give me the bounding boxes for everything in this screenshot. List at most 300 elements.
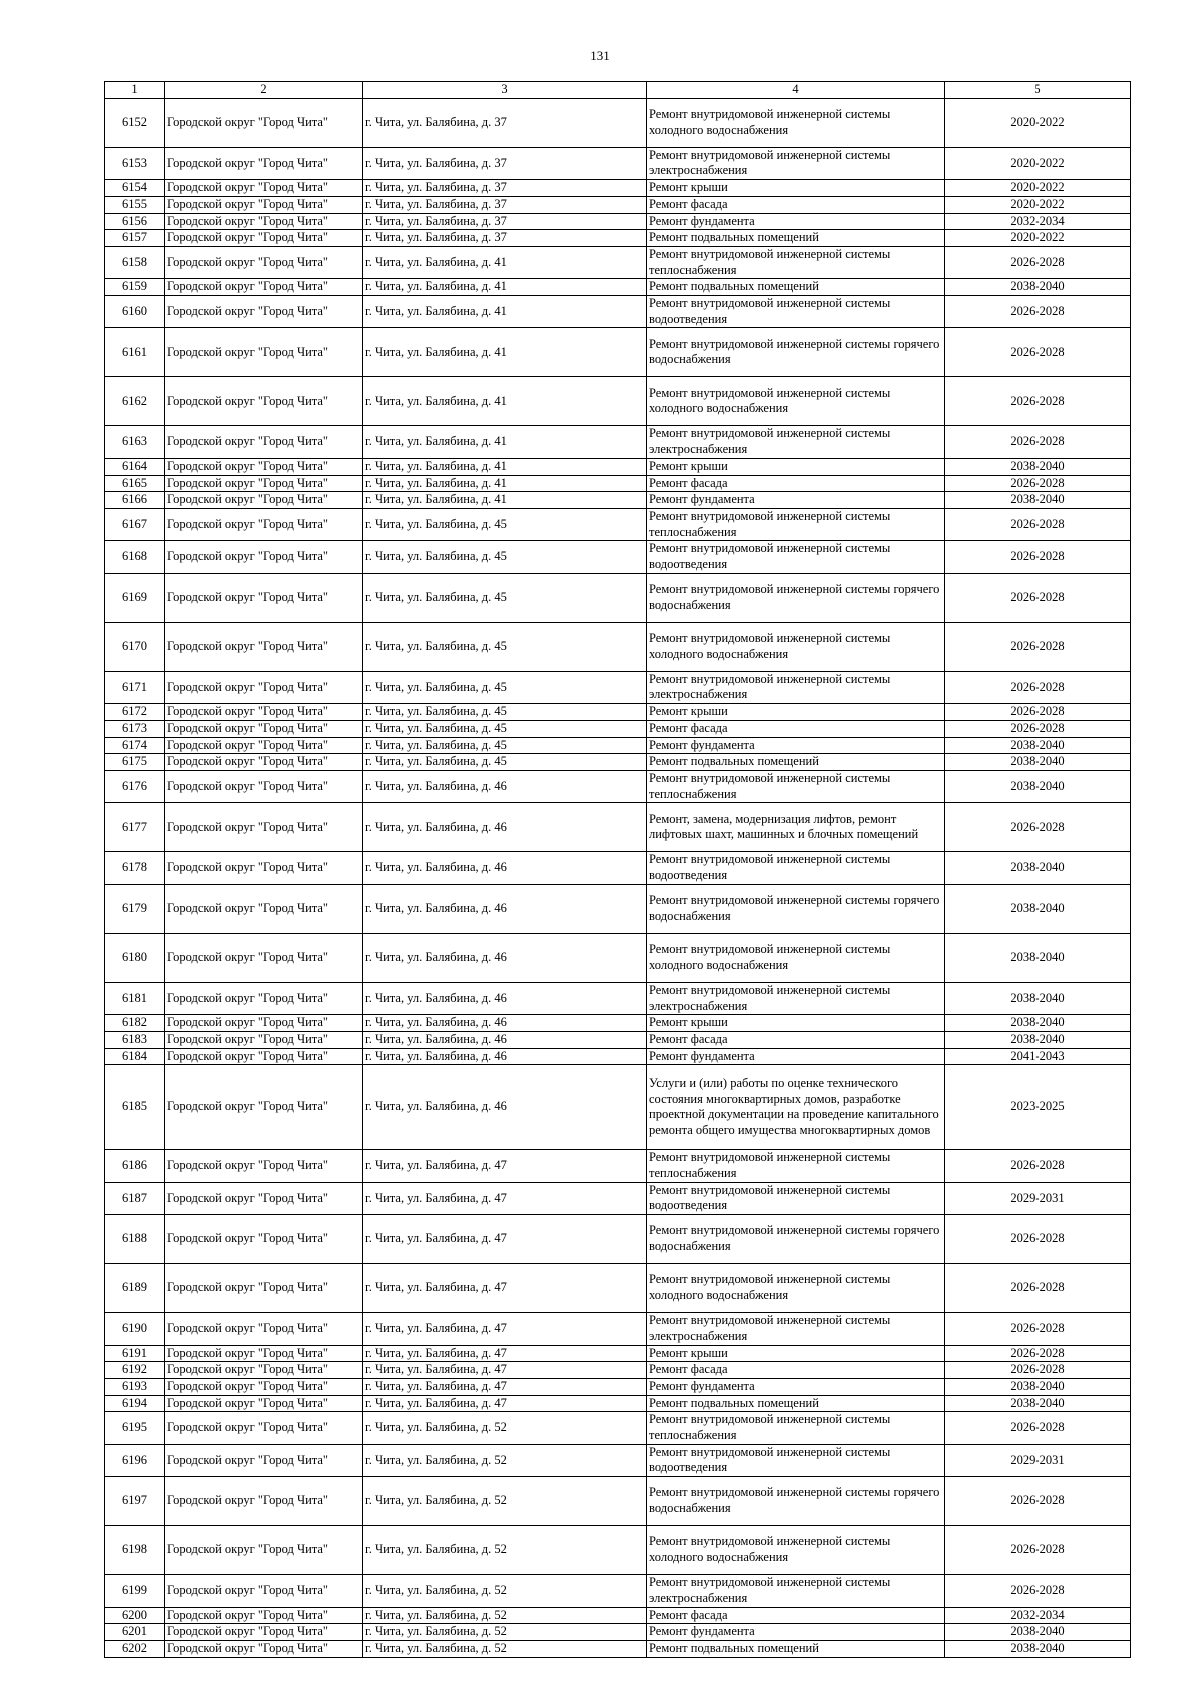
- row-number-cell: 6159: [105, 279, 165, 296]
- address-cell: г. Чита, ул. Балябина, д. 47: [363, 1313, 647, 1345]
- address-cell: г. Чита, ул. Балябина, д. 41: [363, 475, 647, 492]
- work-type-cell: Ремонт внутридомовой инженерной системы водоотведения: [647, 541, 945, 573]
- row-number-cell: 6169: [105, 573, 165, 622]
- period-cell: 2023-2025: [945, 1065, 1131, 1150]
- table-row: [105, 1526, 1131, 1575]
- address-cell: г. Чита, ул. Балябина, д. 46: [363, 1048, 647, 1065]
- municipality-cell: Городской округ "Город Чита": [165, 754, 363, 771]
- table-row: [105, 1015, 1131, 1032]
- work-type-cell: Ремонт фасада: [647, 1607, 945, 1624]
- municipality-cell: Городской округ "Город Чита": [165, 737, 363, 754]
- row-number-cell: 6168: [105, 541, 165, 573]
- period-cell: 2038-2040: [945, 1015, 1131, 1032]
- address-cell: г. Чита, ул. Балябина, д. 37: [363, 147, 647, 179]
- work-type-cell: Ремонт внутридомовой инженерной системы теплоснабжения: [647, 246, 945, 278]
- address-cell: г. Чита, ул. Балябина, д. 45: [363, 704, 647, 721]
- address-cell: г. Чита, ул. Балябина, д. 47: [363, 1182, 647, 1214]
- work-type-cell: Ремонт подвальных помещений: [647, 279, 945, 296]
- work-type-cell: Ремонт внутридомовой инженерной системы горячего водоснабжения: [647, 1215, 945, 1264]
- address-cell: г. Чита, ул. Балябина, д. 46: [363, 852, 647, 884]
- table-row: [105, 1362, 1131, 1379]
- row-number-cell: 6189: [105, 1264, 165, 1313]
- municipality-cell: Городской округ "Город Чита": [165, 1313, 363, 1345]
- work-type-cell: Ремонт внутридомовой инженерной системы теплоснабжения: [647, 770, 945, 802]
- municipality-cell: Городской округ "Город Чита": [165, 230, 363, 247]
- row-number-cell: 6194: [105, 1395, 165, 1412]
- work-type-cell: Ремонт фасада: [647, 1362, 945, 1379]
- address-cell: г. Чита, ул. Балябина, д. 46: [363, 803, 647, 852]
- work-type-cell: Ремонт внутридомовой инженерной системы горячего водоснабжения: [647, 884, 945, 933]
- address-cell: г. Чита, ул. Балябина, д. 52: [363, 1526, 647, 1575]
- row-number-cell: 6177: [105, 803, 165, 852]
- municipality-cell: Городской округ "Город Чита": [165, 1575, 363, 1607]
- period-cell: 2026-2028: [945, 328, 1131, 377]
- row-number-cell: 6183: [105, 1031, 165, 1048]
- municipality-cell: Городской округ "Город Чита": [165, 246, 363, 278]
- address-cell: г. Чита, ул. Балябина, д. 45: [363, 508, 647, 540]
- work-type-cell: Ремонт фасада: [647, 1031, 945, 1048]
- address-cell: г. Чита, ул. Балябина, д. 41: [363, 426, 647, 458]
- table-row: [105, 492, 1131, 509]
- municipality-cell: Городской округ "Город Чита": [165, 328, 363, 377]
- period-cell: 2038-2040: [945, 1395, 1131, 1412]
- row-number-cell: 6155: [105, 196, 165, 213]
- address-cell: г. Чита, ул. Балябина, д. 52: [363, 1575, 647, 1607]
- table-header-row: [105, 82, 1131, 99]
- work-type-cell: Ремонт фундамента: [647, 1378, 945, 1395]
- column-header-4: 4: [647, 82, 945, 99]
- municipality-cell: Городской округ "Город Чита": [165, 147, 363, 179]
- table-row: [105, 754, 1131, 771]
- work-type-cell: Ремонт внутридомовой инженерной системы водоотведения: [647, 852, 945, 884]
- row-number-cell: 6167: [105, 508, 165, 540]
- municipality-cell: Городской округ "Город Чита": [165, 933, 363, 982]
- table-row: [105, 982, 1131, 1014]
- table-row: [105, 1065, 1131, 1150]
- address-cell: г. Чита, ул. Балябина, д. 41: [363, 377, 647, 426]
- municipality-cell: Городской округ "Город Чита": [165, 1362, 363, 1379]
- row-number-cell: 6181: [105, 982, 165, 1014]
- period-cell: 2038-2040: [945, 1378, 1131, 1395]
- row-number-cell: 6182: [105, 1015, 165, 1032]
- period-cell: 2038-2040: [945, 852, 1131, 884]
- table-row: [105, 1150, 1131, 1182]
- row-number-cell: 6198: [105, 1526, 165, 1575]
- table-row: [105, 770, 1131, 802]
- table-row: [105, 803, 1131, 852]
- municipality-cell: Городской округ "Город Чита": [165, 377, 363, 426]
- address-cell: г. Чита, ул. Балябина, д. 41: [363, 296, 647, 328]
- municipality-cell: Городской округ "Город Чита": [165, 98, 363, 147]
- period-cell: 2026-2028: [945, 296, 1131, 328]
- table-row: [105, 296, 1131, 328]
- work-type-cell: Ремонт крыши: [647, 1015, 945, 1032]
- row-number-cell: 6153: [105, 147, 165, 179]
- table-row: [105, 246, 1131, 278]
- municipality-cell: Городской округ "Город Чита": [165, 1640, 363, 1657]
- row-number-cell: 6191: [105, 1345, 165, 1362]
- work-type-cell: Ремонт крыши: [647, 458, 945, 475]
- table-row: [105, 1477, 1131, 1526]
- row-number-cell: 6156: [105, 213, 165, 230]
- address-cell: г. Чита, ул. Балябина, д. 45: [363, 754, 647, 771]
- row-number-cell: 6173: [105, 720, 165, 737]
- table-row: [105, 1575, 1131, 1607]
- period-cell: 2026-2028: [945, 1526, 1131, 1575]
- municipality-cell: Городской округ "Город Чита": [165, 1607, 363, 1624]
- address-cell: г. Чита, ул. Балябина, д. 45: [363, 541, 647, 573]
- address-cell: г. Чита, ул. Балябина, д. 46: [363, 1065, 647, 1150]
- period-cell: 2038-2040: [945, 1624, 1131, 1641]
- municipality-cell: Городской округ "Город Чита": [165, 1150, 363, 1182]
- municipality-cell: Городской округ "Город Чита": [165, 180, 363, 197]
- municipality-cell: Городской округ "Город Чита": [165, 458, 363, 475]
- row-number-cell: 6187: [105, 1182, 165, 1214]
- municipality-cell: Городской округ "Город Чита": [165, 1031, 363, 1048]
- address-cell: г. Чита, ул. Балябина, д. 46: [363, 884, 647, 933]
- table-row: [105, 508, 1131, 540]
- period-cell: 2026-2028: [945, 475, 1131, 492]
- period-cell: 2020-2022: [945, 230, 1131, 247]
- period-cell: 2026-2028: [945, 704, 1131, 721]
- table-row: [105, 279, 1131, 296]
- work-type-cell: Ремонт внутридомовой инженерной системы электроснабжения: [647, 1575, 945, 1607]
- period-cell: 2038-2040: [945, 1640, 1131, 1657]
- municipality-cell: Городской округ "Город Чита": [165, 196, 363, 213]
- table-row: [105, 147, 1131, 179]
- row-number-cell: 6162: [105, 377, 165, 426]
- period-cell: 2026-2028: [945, 1215, 1131, 1264]
- work-type-cell: Ремонт подвальных помещений: [647, 754, 945, 771]
- period-cell: 2032-2034: [945, 1607, 1131, 1624]
- work-type-cell: Ремонт внутридомовой инженерной системы электроснабжения: [647, 982, 945, 1014]
- work-type-cell: Ремонт подвальных помещений: [647, 1395, 945, 1412]
- table-row: [105, 377, 1131, 426]
- row-number-cell: 6185: [105, 1065, 165, 1150]
- table-row: [105, 1378, 1131, 1395]
- row-number-cell: 6200: [105, 1607, 165, 1624]
- address-cell: г. Чита, ул. Балябина, д. 41: [363, 458, 647, 475]
- table-row: [105, 1345, 1131, 1362]
- municipality-cell: Городской округ "Город Чита": [165, 720, 363, 737]
- row-number-cell: 6161: [105, 328, 165, 377]
- period-cell: 2026-2028: [945, 377, 1131, 426]
- work-type-cell: Ремонт крыши: [647, 1345, 945, 1362]
- period-cell: 2026-2028: [945, 1150, 1131, 1182]
- row-number-cell: 6176: [105, 770, 165, 802]
- work-type-cell: Ремонт внутридомовой инженерной системы электроснабжения: [647, 671, 945, 703]
- work-type-cell: Ремонт фундамента: [647, 1624, 945, 1641]
- table-row: [105, 196, 1131, 213]
- period-cell: 2026-2028: [945, 508, 1131, 540]
- column-header-2: 2: [165, 82, 363, 99]
- municipality-cell: Городской округ "Город Чита": [165, 1215, 363, 1264]
- municipality-cell: Городской округ "Город Чита": [165, 426, 363, 458]
- municipality-cell: Городской округ "Город Чита": [165, 1015, 363, 1032]
- work-type-cell: Ремонт внутридомовой инженерной системы горячего водоснабжения: [647, 1477, 945, 1526]
- municipality-cell: Городской округ "Город Чита": [165, 770, 363, 802]
- municipality-cell: Городской округ "Город Чита": [165, 704, 363, 721]
- table-row: [105, 852, 1131, 884]
- address-cell: г. Чита, ул. Балябина, д. 46: [363, 933, 647, 982]
- work-type-cell: Ремонт внутридомовой инженерной системы водоотведения: [647, 1444, 945, 1476]
- work-type-cell: Ремонт внутридомовой инженерной системы электроснабжения: [647, 1313, 945, 1345]
- address-cell: г. Чита, ул. Балябина, д. 46: [363, 770, 647, 802]
- address-cell: г. Чита, ул. Балябина, д. 45: [363, 573, 647, 622]
- work-type-cell: Ремонт фундамента: [647, 213, 945, 230]
- municipality-cell: Городской округ "Город Чита": [165, 884, 363, 933]
- address-cell: г. Чита, ул. Балябина, д. 45: [363, 622, 647, 671]
- work-type-cell: Ремонт внутридомовой инженерной системы холодного водоснабжения: [647, 98, 945, 147]
- column-header-3: 3: [363, 82, 647, 99]
- period-cell: 2038-2040: [945, 737, 1131, 754]
- municipality-cell: Городской округ "Город Чита": [165, 296, 363, 328]
- work-type-cell: Ремонт внутридомовой инженерной системы электроснабжения: [647, 426, 945, 458]
- municipality-cell: Городской округ "Город Чита": [165, 213, 363, 230]
- table-row: [105, 573, 1131, 622]
- row-number-cell: 6193: [105, 1378, 165, 1395]
- period-cell: 2032-2034: [945, 213, 1131, 230]
- row-number-cell: 6195: [105, 1412, 165, 1444]
- work-type-cell: Ремонт фасада: [647, 196, 945, 213]
- period-cell: 2029-2031: [945, 1182, 1131, 1214]
- address-cell: г. Чита, ул. Балябина, д. 47: [363, 1345, 647, 1362]
- row-number-cell: 6165: [105, 475, 165, 492]
- table-row: [105, 1264, 1131, 1313]
- address-cell: г. Чита, ул. Балябина, д. 46: [363, 982, 647, 1014]
- row-number-cell: 6192: [105, 1362, 165, 1379]
- municipality-cell: Городской округ "Город Чита": [165, 671, 363, 703]
- row-number-cell: 6180: [105, 933, 165, 982]
- table-row: [105, 475, 1131, 492]
- period-cell: 2026-2028: [945, 622, 1131, 671]
- address-cell: г. Чита, ул. Балябина, д. 47: [363, 1215, 647, 1264]
- period-cell: 2020-2022: [945, 98, 1131, 147]
- table-row: [105, 1624, 1131, 1641]
- table-row: [105, 1031, 1131, 1048]
- address-cell: г. Чита, ул. Балябина, д. 45: [363, 720, 647, 737]
- row-number-cell: 6196: [105, 1444, 165, 1476]
- address-cell: г. Чита, ул. Балябина, д. 45: [363, 737, 647, 754]
- row-number-cell: 6172: [105, 704, 165, 721]
- work-type-cell: Ремонт, замена, модернизация лифтов, ремонт лифтовых шахт, машинных и блочных помещений: [647, 803, 945, 852]
- municipality-cell: Городской округ "Город Чита": [165, 1526, 363, 1575]
- work-type-cell: Ремонт внутридомовой инженерной системы горячего водоснабжения: [647, 573, 945, 622]
- table-row: [105, 737, 1131, 754]
- row-number-cell: 6190: [105, 1313, 165, 1345]
- work-type-cell: Ремонт внутридомовой инженерной системы холодного водоснабжения: [647, 1526, 945, 1575]
- municipality-cell: Городской округ "Город Чита": [165, 1182, 363, 1214]
- address-cell: г. Чита, ул. Балябина, д. 47: [363, 1264, 647, 1313]
- row-number-cell: 6154: [105, 180, 165, 197]
- table-row: [105, 541, 1131, 573]
- work-type-cell: Ремонт внутридомовой инженерной системы водоотведения: [647, 1182, 945, 1214]
- work-type-cell: Ремонт подвальных помещений: [647, 1640, 945, 1657]
- work-type-cell: Ремонт внутридомовой инженерной системы теплоснабжения: [647, 1150, 945, 1182]
- period-cell: 2038-2040: [945, 1031, 1131, 1048]
- municipality-cell: Городской округ "Город Чита": [165, 508, 363, 540]
- work-type-cell: Ремонт внутридомовой инженерной системы холодного водоснабжения: [647, 622, 945, 671]
- address-cell: г. Чита, ул. Балябина, д. 47: [363, 1395, 647, 1412]
- period-cell: 2038-2040: [945, 770, 1131, 802]
- row-number-cell: 6184: [105, 1048, 165, 1065]
- work-type-cell: Ремонт внутридомовой инженерной системы теплоснабжения: [647, 508, 945, 540]
- work-type-cell: Ремонт внутридомовой инженерной системы горячего водоснабжения: [647, 328, 945, 377]
- municipality-cell: Городской округ "Город Чита": [165, 1444, 363, 1476]
- work-type-cell: Ремонт внутридомовой инженерной системы холодного водоснабжения: [647, 1264, 945, 1313]
- table-row: [105, 1048, 1131, 1065]
- address-cell: г. Чита, ул. Балябина, д. 52: [363, 1624, 647, 1641]
- work-type-cell: Ремонт внутридомовой инженерной системы теплоснабжения: [647, 1412, 945, 1444]
- municipality-cell: Городской округ "Город Чита": [165, 1477, 363, 1526]
- table-row: [105, 1395, 1131, 1412]
- work-type-cell: Ремонт фасада: [647, 720, 945, 737]
- table-row: [105, 622, 1131, 671]
- address-cell: г. Чита, ул. Балябина, д. 52: [363, 1607, 647, 1624]
- row-number-cell: 6202: [105, 1640, 165, 1657]
- work-type-cell: Ремонт подвальных помещений: [647, 230, 945, 247]
- table-row: [105, 426, 1131, 458]
- row-number-cell: 6186: [105, 1150, 165, 1182]
- table-row: [105, 720, 1131, 737]
- municipality-cell: Городской округ "Город Чита": [165, 1395, 363, 1412]
- table-row: [105, 1412, 1131, 1444]
- address-cell: г. Чита, ул. Балябина, д. 37: [363, 196, 647, 213]
- table-row: [105, 98, 1131, 147]
- table-row: [105, 704, 1131, 721]
- address-cell: г. Чита, ул. Балябина, д. 37: [363, 98, 647, 147]
- period-cell: 2026-2028: [945, 573, 1131, 622]
- period-cell: 2026-2028: [945, 671, 1131, 703]
- period-cell: 2026-2028: [945, 803, 1131, 852]
- period-cell: 2026-2028: [945, 1362, 1131, 1379]
- work-type-cell: Ремонт крыши: [647, 180, 945, 197]
- row-number-cell: 6178: [105, 852, 165, 884]
- row-number-cell: 6163: [105, 426, 165, 458]
- row-number-cell: 6152: [105, 98, 165, 147]
- table-row: [105, 1182, 1131, 1214]
- period-cell: 2038-2040: [945, 982, 1131, 1014]
- work-type-cell: Ремонт крыши: [647, 704, 945, 721]
- period-cell: 2020-2022: [945, 147, 1131, 179]
- page-number: 131: [590, 48, 610, 63]
- period-cell: 2020-2022: [945, 180, 1131, 197]
- period-cell: 2026-2028: [945, 1345, 1131, 1362]
- municipality-cell: Городской округ "Город Чита": [165, 573, 363, 622]
- period-cell: 2026-2028: [945, 1412, 1131, 1444]
- address-cell: г. Чита, ул. Балябина, д. 47: [363, 1362, 647, 1379]
- table-row: [105, 328, 1131, 377]
- row-number-cell: 6179: [105, 884, 165, 933]
- period-cell: 2026-2028: [945, 1264, 1131, 1313]
- period-cell: 2038-2040: [945, 933, 1131, 982]
- period-cell: 2026-2028: [945, 426, 1131, 458]
- table-row: [105, 1640, 1131, 1657]
- row-number-cell: 6160: [105, 296, 165, 328]
- row-number-cell: 6201: [105, 1624, 165, 1641]
- table-row: [105, 458, 1131, 475]
- table-row: [105, 230, 1131, 247]
- period-cell: 2038-2040: [945, 754, 1131, 771]
- table-row: [105, 884, 1131, 933]
- address-cell: г. Чита, ул. Балябина, д. 37: [363, 230, 647, 247]
- table-row: [105, 1215, 1131, 1264]
- period-cell: 2038-2040: [945, 458, 1131, 475]
- work-type-cell: Ремонт внутридомовой инженерной системы холодного водоснабжения: [647, 377, 945, 426]
- work-type-cell: Ремонт фундамента: [647, 1048, 945, 1065]
- row-number-cell: 6157: [105, 230, 165, 247]
- address-cell: г. Чита, ул. Балябина, д. 45: [363, 671, 647, 703]
- column-header-1: 1: [105, 82, 165, 99]
- row-number-cell: 6166: [105, 492, 165, 509]
- municipality-cell: Городской округ "Город Чита": [165, 1412, 363, 1444]
- address-cell: г. Чита, ул. Балябина, д. 52: [363, 1444, 647, 1476]
- period-cell: 2029-2031: [945, 1444, 1131, 1476]
- address-cell: г. Чита, ул. Балябина, д. 52: [363, 1640, 647, 1657]
- period-cell: 2026-2028: [945, 1575, 1131, 1607]
- period-cell: 2026-2028: [945, 1477, 1131, 1526]
- municipality-cell: Городской округ "Город Чита": [165, 1345, 363, 1362]
- address-cell: г. Чита, ул. Балябина, д. 37: [363, 213, 647, 230]
- work-type-cell: Ремонт фундамента: [647, 737, 945, 754]
- period-cell: 2041-2043: [945, 1048, 1131, 1065]
- period-cell: 2020-2022: [945, 196, 1131, 213]
- table-body: [105, 98, 1131, 1657]
- table-row: [105, 671, 1131, 703]
- row-number-cell: 6197: [105, 1477, 165, 1526]
- row-number-cell: 6175: [105, 754, 165, 771]
- period-cell: 2038-2040: [945, 884, 1131, 933]
- period-cell: 2026-2028: [945, 541, 1131, 573]
- address-cell: г. Чита, ул. Балябина, д. 41: [363, 279, 647, 296]
- address-cell: г. Чита, ул. Балябина, д. 47: [363, 1378, 647, 1395]
- period-cell: 2026-2028: [945, 720, 1131, 737]
- row-number-cell: 6171: [105, 671, 165, 703]
- column-header-5: 5: [945, 82, 1131, 99]
- municipality-cell: Городской округ "Город Чита": [165, 541, 363, 573]
- municipality-cell: Городской округ "Город Чита": [165, 279, 363, 296]
- address-cell: г. Чита, ул. Балябина, д. 37: [363, 180, 647, 197]
- table-row: [105, 180, 1131, 197]
- address-cell: г. Чита, ул. Балябина, д. 52: [363, 1477, 647, 1526]
- table-row: [105, 933, 1131, 982]
- work-type-cell: Ремонт внутридомовой инженерной системы электроснабжения: [647, 147, 945, 179]
- repair-schedule-table: [104, 81, 1131, 1658]
- address-cell: г. Чита, ул. Балябина, д. 41: [363, 246, 647, 278]
- work-type-cell: Услуги и (или) работы по оценке технического состояния многоквартирных домов, разработке проектной документации на проведение капитального ремонта общего имущества многоквартирных домов: [647, 1065, 945, 1150]
- row-number-cell: 6199: [105, 1575, 165, 1607]
- table-row: [105, 1444, 1131, 1476]
- row-number-cell: 6188: [105, 1215, 165, 1264]
- address-cell: г. Чита, ул. Балябина, д. 41: [363, 492, 647, 509]
- row-number-cell: 6170: [105, 622, 165, 671]
- municipality-cell: Городской округ "Город Чита": [165, 622, 363, 671]
- municipality-cell: Городской округ "Город Чита": [165, 475, 363, 492]
- address-cell: г. Чита, ул. Балябина, д. 46: [363, 1031, 647, 1048]
- municipality-cell: Городской округ "Город Чита": [165, 803, 363, 852]
- municipality-cell: Городской округ "Город Чита": [165, 982, 363, 1014]
- row-number-cell: 6158: [105, 246, 165, 278]
- work-type-cell: Ремонт фасада: [647, 475, 945, 492]
- row-number-cell: 6164: [105, 458, 165, 475]
- municipality-cell: Городской округ "Город Чита": [165, 492, 363, 509]
- address-cell: г. Чита, ул. Балябина, д. 52: [363, 1412, 647, 1444]
- municipality-cell: Городской округ "Город Чита": [165, 1378, 363, 1395]
- period-cell: 2026-2028: [945, 246, 1131, 278]
- municipality-cell: Городской округ "Город Чита": [165, 1264, 363, 1313]
- work-type-cell: Ремонт внутридомовой инженерной системы водоотведения: [647, 296, 945, 328]
- table-row: [105, 1607, 1131, 1624]
